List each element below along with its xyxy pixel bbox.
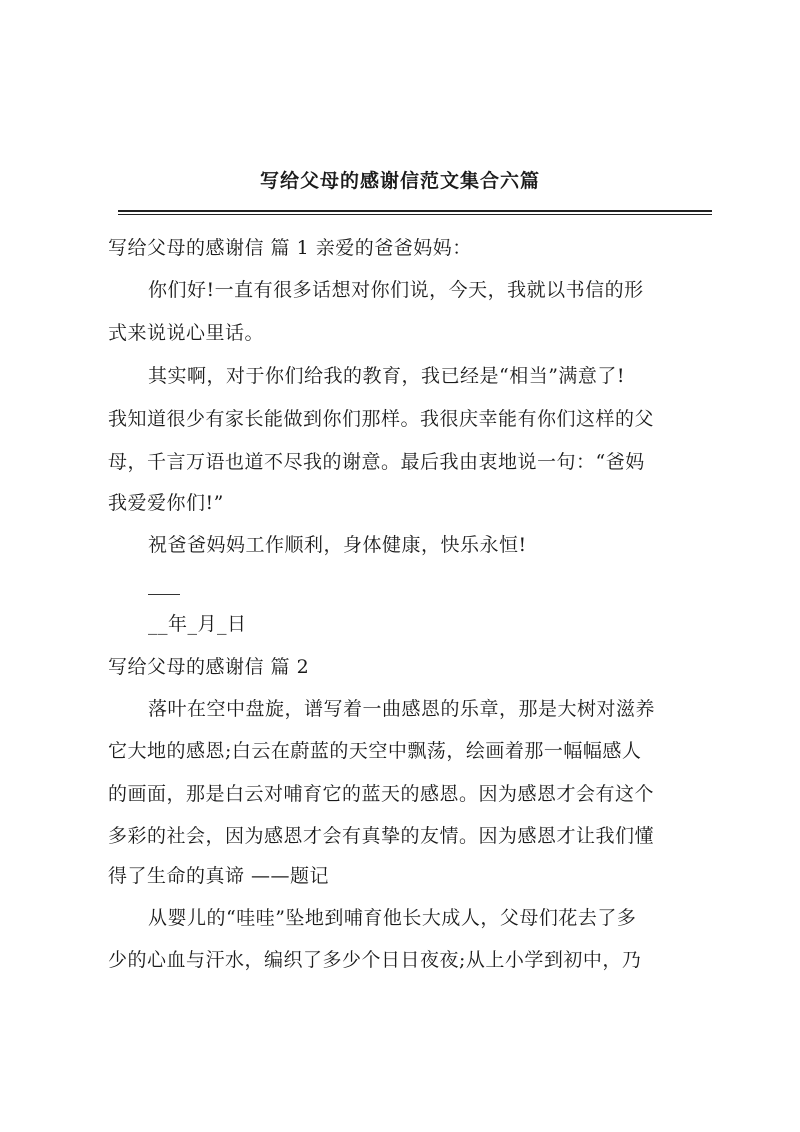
paragraph-line: 祝爸爸妈妈工作顺利，身体健康，快乐永恒!	[148, 534, 527, 556]
paragraph-line: 我爱爱你们!”	[108, 492, 224, 514]
title-divider-thick	[118, 210, 712, 212]
paragraph-line: 从婴儿的“哇哇”坠地到哺育他长大成人，父母们花去了多	[148, 907, 637, 929]
title-divider-thin	[118, 214, 712, 215]
paragraph-line: 的画面，那是白云对哺育它的蓝天的感恩。因为感恩才会有这个	[108, 783, 655, 805]
paragraph-line: 它大地的感恩;白云在蔚蓝的天空中飘荡，绘画着那一幅幅感人	[108, 740, 642, 762]
paragraph-line: 多彩的社会，因为感恩才会有真挚的友情。因为感恩才让我们懂	[108, 825, 655, 847]
section-heading-1: 写给父母的感谢信 篇 1 亲爱的爸爸妈妈：	[108, 237, 472, 259]
paragraph-line: 式来说说心里话。	[108, 322, 265, 344]
paragraph-line: 我知道很少有家长能做到你们那样。我很庆幸能有你们这样的父	[108, 408, 655, 430]
paragraph-line: 少的心血与汗水，编织了多少个日日夜夜;从上小学到初中，乃	[108, 949, 642, 971]
paragraph-line: 母，千言万语也道不尽我的谢意。最后我由衷地说一句：“爸妈	[108, 451, 645, 473]
paragraph-line: 得了生命的真谛 ——题记	[108, 865, 330, 887]
paragraph-line: 你们好!一直有很多话想对你们说，今天，我就以书信的形	[148, 279, 644, 301]
signature-blank-line	[148, 594, 180, 595]
date-line: __年_月_日	[148, 613, 247, 635]
paragraph-line: 其实啊，对于你们给我的教育，我已经是“相当”满意了!	[148, 365, 626, 387]
paragraph-line: 落叶在空中盘旋，谱写着一曲感恩的乐章，那是大树对滋养	[148, 698, 656, 720]
document-title: 写给父母的感谢信范文集合六篇	[259, 170, 540, 192]
section-heading-2: 写给父母的感谢信 篇 2	[108, 656, 310, 678]
